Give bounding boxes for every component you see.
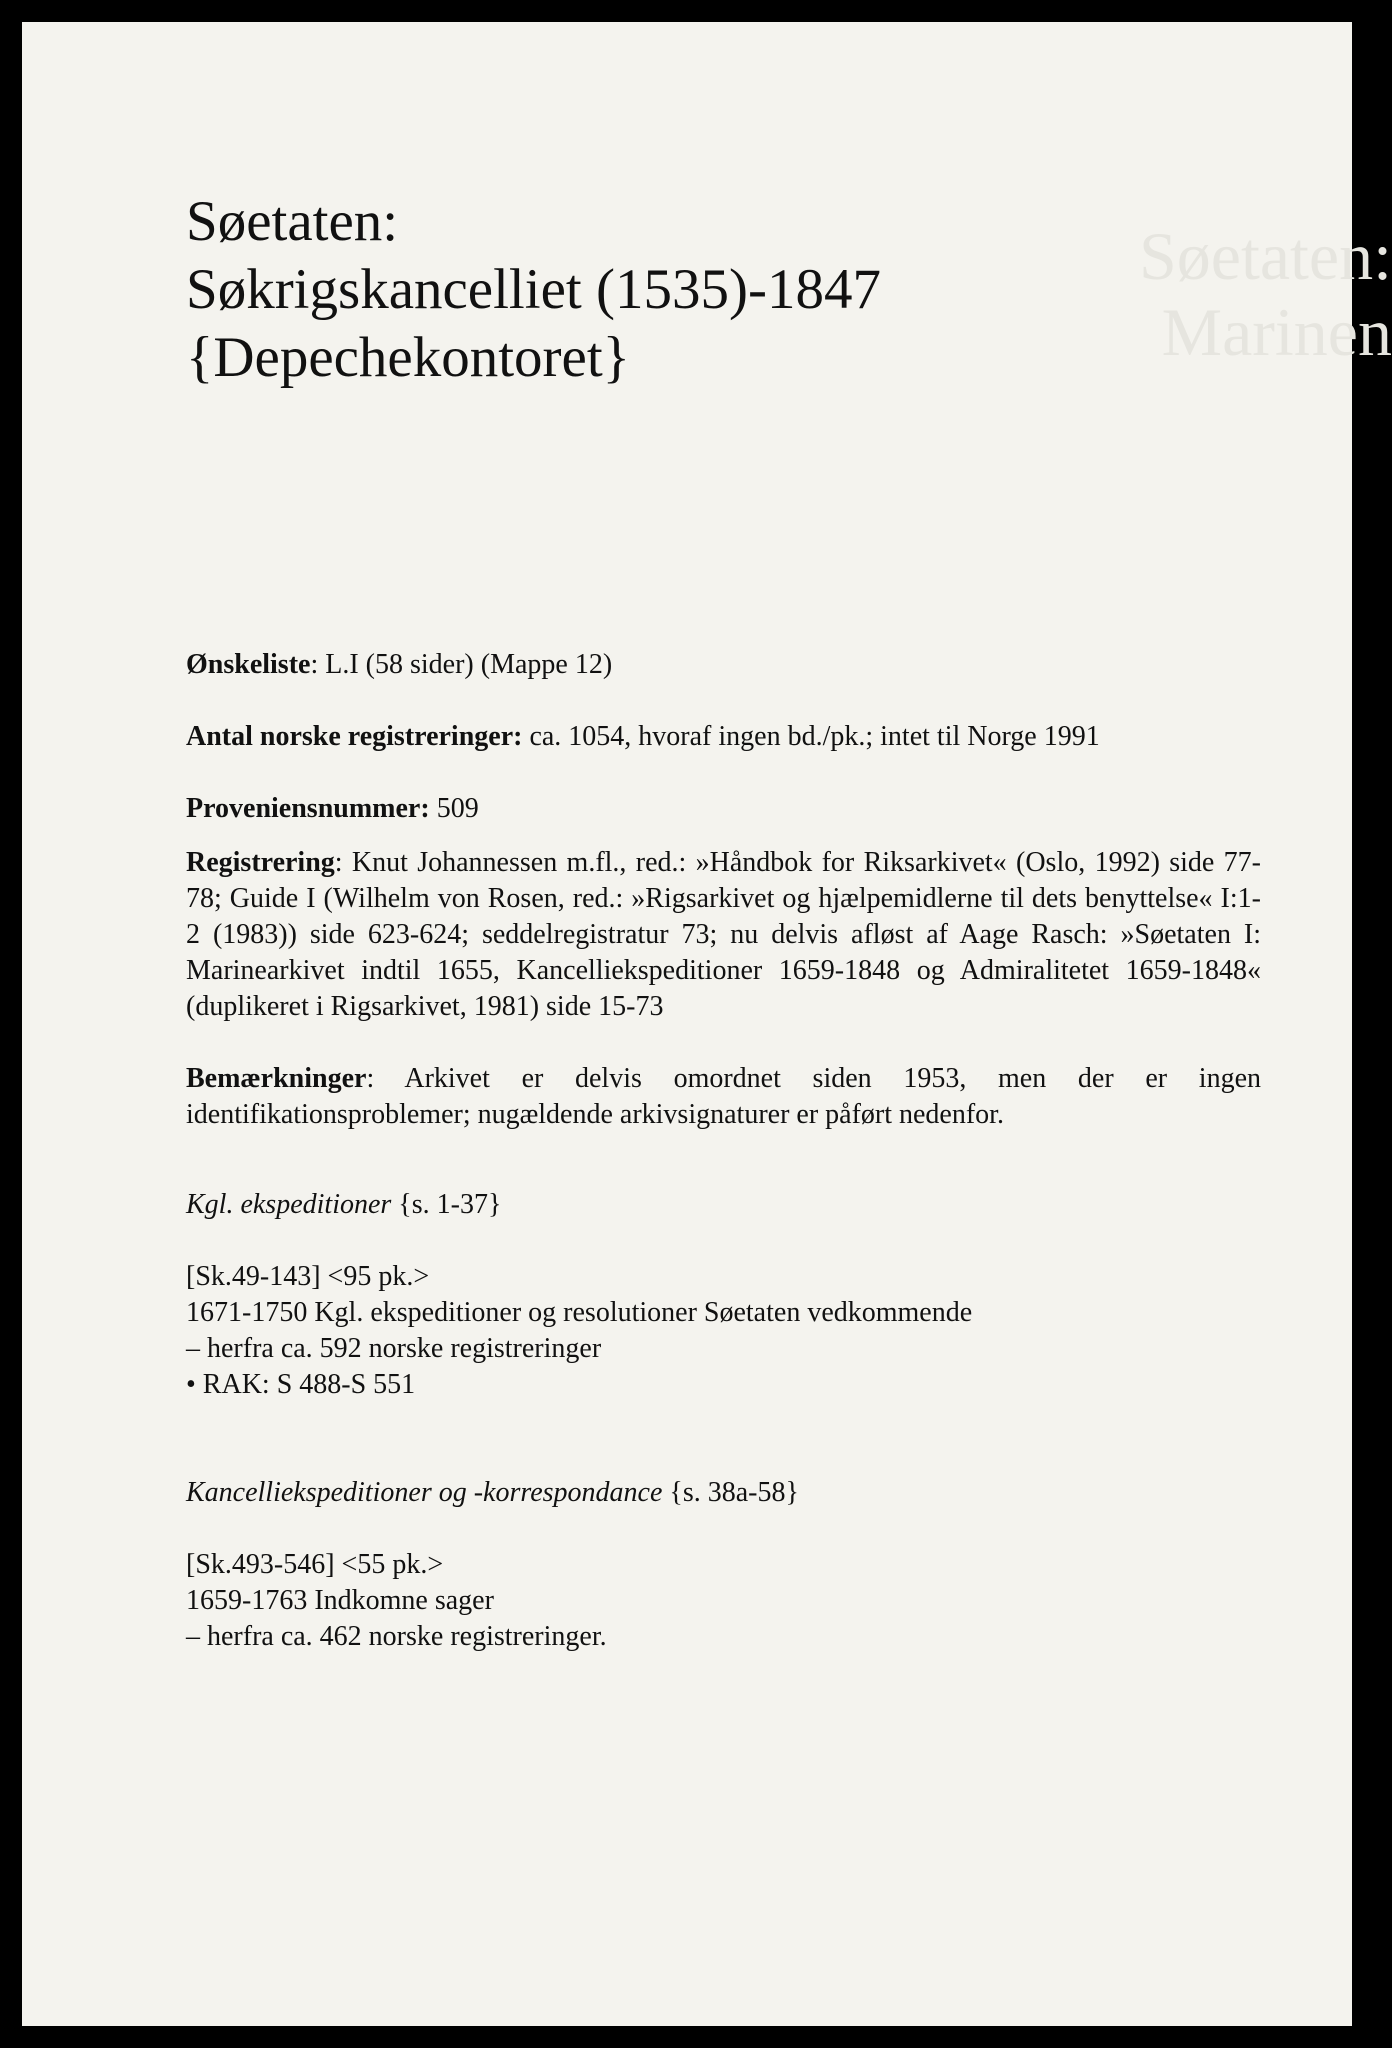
entry-label: Ønskeliste [186, 649, 311, 680]
entry-registrering [186, 845, 1261, 1025]
section-range: {s. 1-37} [391, 1189, 502, 1220]
entry-label: Proveniensnummer: [186, 793, 430, 824]
entry-label: Registrering [186, 847, 335, 878]
entry-text: : Knut Johannessen m.fl., red.: »Håndbok for Riksarkivet« (Oslo, 1992) side 77-78; Guide I (Wilhelm von Rosen, red.: »Rigsarkivet og hjælpemidlerne til dets benyttelse« I:1-2 (1983)) side 623-624; seddelregistratur 73; nu delvis afløst af Aage Rasch: »Søetaten I: Marinearkivet indtil 1655, Kancelliekspeditioner 1659-1848 og Admiralitetet 1659-1848« (duplikeret i Rigsarkivet, 1981) side 15-73 [186, 847, 1261, 1022]
section-heading-kgl [186, 1187, 1261, 1223]
section-range: {s. 38a-58} [662, 1477, 799, 1508]
title-line-1: Søetaten: [186, 190, 399, 253]
section-line: [Sk.49-143] <95 pk.> [186, 1261, 430, 1292]
section-line: 1659-1763 Indkomne sager [186, 1585, 494, 1616]
entry-text: : Arkivet er delvis omordnet siden 1953, men der er ingen identifikationsproblemer; nugældende arkivsignaturer er påført nedenfor. [186, 1063, 1261, 1130]
document-page [22, 22, 1392, 2026]
section-line: – herfra ca. 592 norske registreringer [186, 1333, 602, 1364]
entry-proveniens [186, 791, 1261, 827]
section-line: • RAK: S 488-S 551 [186, 1369, 416, 1400]
title-line-2: Søkrigskancelliet (1535)-1847 [186, 258, 881, 321]
entry-text: 509 [429, 793, 479, 824]
entry-bemaerkninger [186, 1061, 1261, 1133]
title-line-3: {Depechekontoret} [186, 326, 631, 389]
bleed-through-text: Søetaten: Marinen [1138, 218, 1392, 370]
entry-text: : L.I (58 sider) (Mappe 12) [310, 649, 613, 680]
section-line: – herfra ca. 462 norske registreringer. [186, 1621, 607, 1652]
page-title [186, 188, 881, 392]
section-heading-text: Kgl. ekspeditioner [186, 1189, 392, 1220]
section-line: 1671-1750 Kgl. ekspeditioner og resolutioner Søetaten vedkommende [186, 1297, 973, 1328]
entry-onskeliste [186, 647, 1261, 683]
entry-antal [186, 719, 1261, 755]
entry-label: Bemærkninger [186, 1063, 367, 1094]
section-line: [Sk.493-546] <55 pk.> [186, 1549, 444, 1580]
entry-label: Antal norske registreringer: [186, 721, 523, 752]
entry-text: ca. 1054, hvoraf ingen bd./pk.; intet til Norge 1991 [522, 721, 1100, 752]
section-heading-kancelli [186, 1475, 1261, 1511]
section-heading-text: Kancelliekspeditioner og -korrespondance [186, 1477, 663, 1508]
document-body [186, 647, 1261, 1655]
